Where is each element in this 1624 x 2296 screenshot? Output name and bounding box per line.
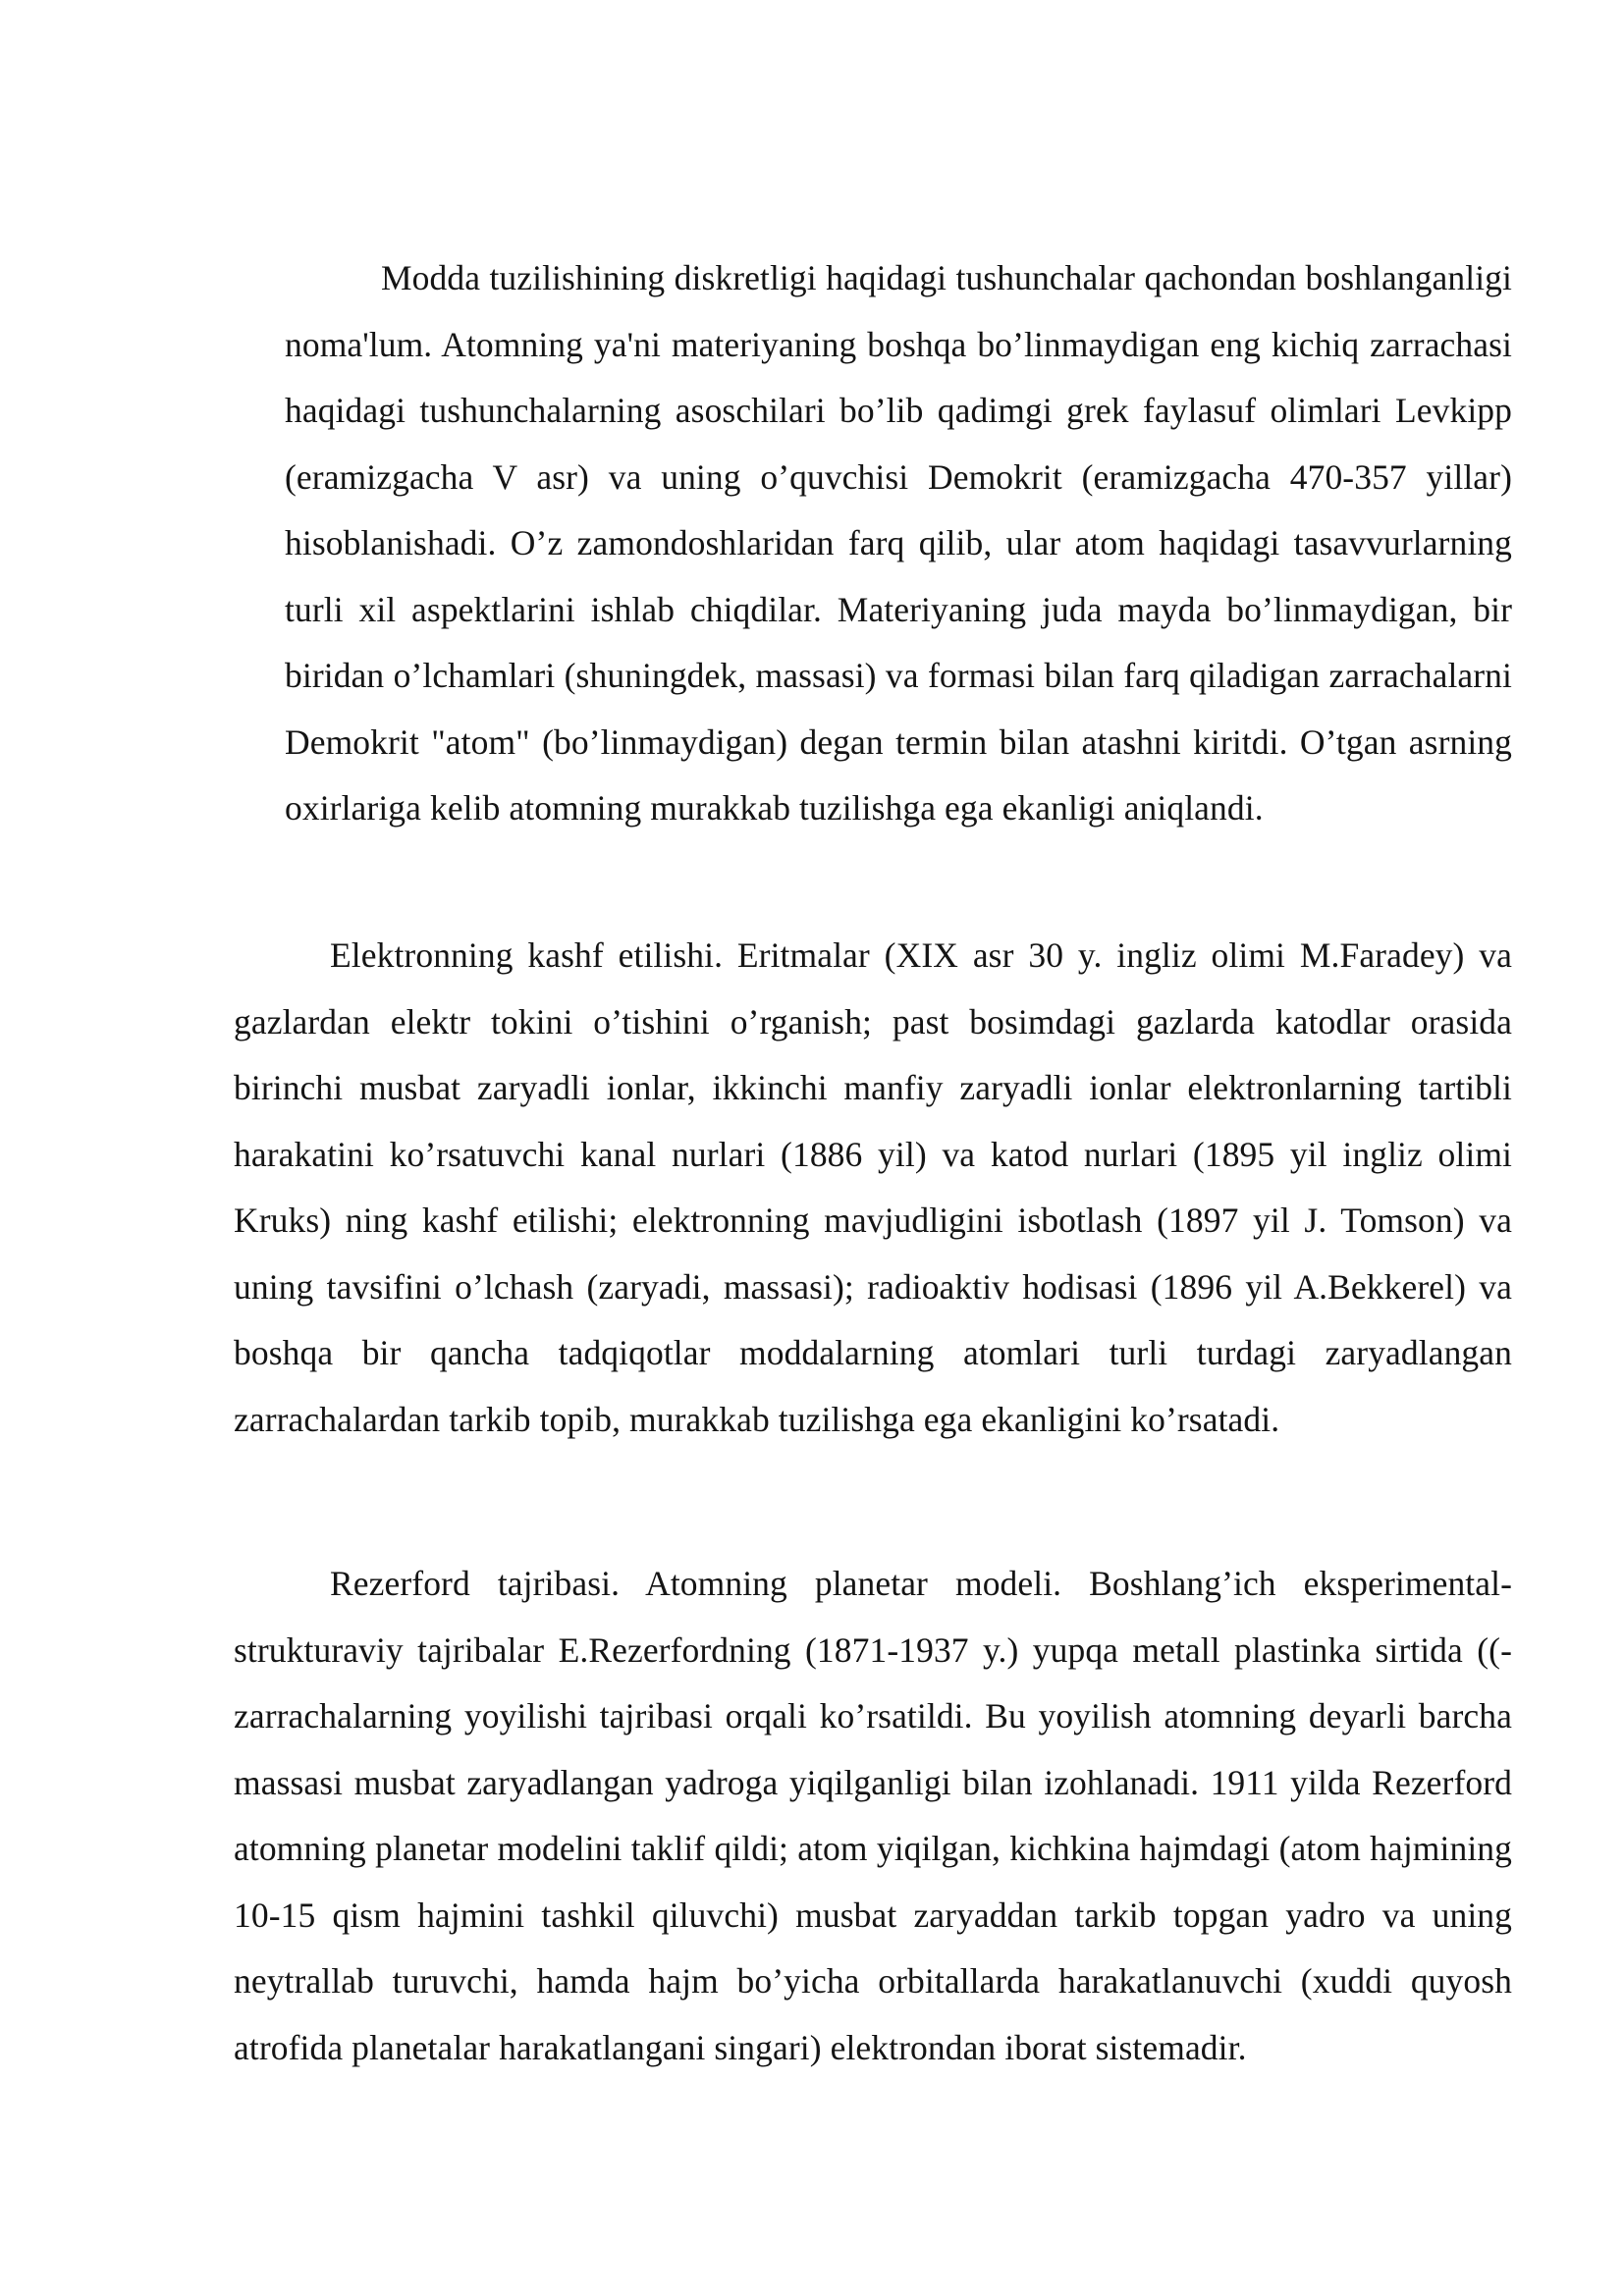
paragraph-electron-discovery: Elektronning kashf etilishi. Eritmalar (XIX asr 30 y. ingliz olimi M.Faradey) va gazlardan elektr tokini o’tishini o’rganish; past bosimdagi gazlarda katodlar orasida birinchi musbat zaryadli ionlar, ikkinchi manfiy zaryadli ionlar elektronlarning tartibli harakatini ko’rsatuvchi kanal nurlari (1886 yil) va katod nurlari (1895 yil ingliz olimi Kruks) ning kashf etilishi; elektronning mavjudligini isbotlash (1897 yil J. Tomson) va uning tavsifini o’lchash (zaryadi, massasi); radioaktiv hodisasi (1896 yil A.Bekkerel) va boshqa bir qancha tadqiqotlar moddalarning atomlari turli turdagi zaryadlangan zarrachalardan tarkib topib, murakkab tuzilishga ega ekanligini ko’rsatadi. xyxy=(234,935,1512,1439)
paragraph-discreteness-of-matter: Modda tuzilishining diskretligi haqidagi tushunchalar qachondan boshlanganligi noma'lum. Atomning ya'ni materiyaning boshqa bo’linmaydigan eng kichiq zarrachasi haqidagi tushunchalarning asoschilari bo’lib qadimgi grek faylasuf olimlari Levkipp (eramizgacha V asr) va uning o’quvchisi Demokrit (eramizgacha 470-357 yillar) hisoblanishadi. O’z zamondoshlaridan farq qilib, ular atom haqidagi tasavvurlarning turli xil aspektlarini ishlab chiqdilar. Materiyaning juda mayda bo’linmaydigan, bir biridan o’lchamlari (shuningdek, massasi) va formasi bilan farq qiladigan zarrachalarni Demokrit "atom" (bo’linmaydigan) degan termin bilan atashni kiritdi. O’tgan asrning oxirlariga kelib atomning murakkab tuzilishga ega ekanligi aniqlandi. xyxy=(285,258,1512,828)
paragraph-rutherford-experiment: Rezerford tajribasi. Atomning planetar modeli. Boshlang’ich eksperimental-strukturaviy tajribalar E.Rezerfordning (1871-1937 y.) yupqa metall plastinka sirtida ((-zarrachalarning yoyilishi tajribasi orqali ko’rsatildi. Bu yoyilish atomning deyarli barcha massasi musbat zaryadlangan yadroga yiqilganligi bilan izohlanadi. 1911 yilda Rezerford atomning planetar modelini taklif qildi; atom yiqilgan, kichkina hajmdagi (atom hajmining 10-15 qism hajmini tashkil qiluvchi) musbat zaryaddan tarkib topgan yadro va uning neytrallab turuvchi, hamda hajm bo’yicha orbitallarda harakatlanuvchi (xuddi quyosh atrofida planetalar harakatlangani singari) elektrondan iborat sistemadir. xyxy=(234,1564,1512,2067)
